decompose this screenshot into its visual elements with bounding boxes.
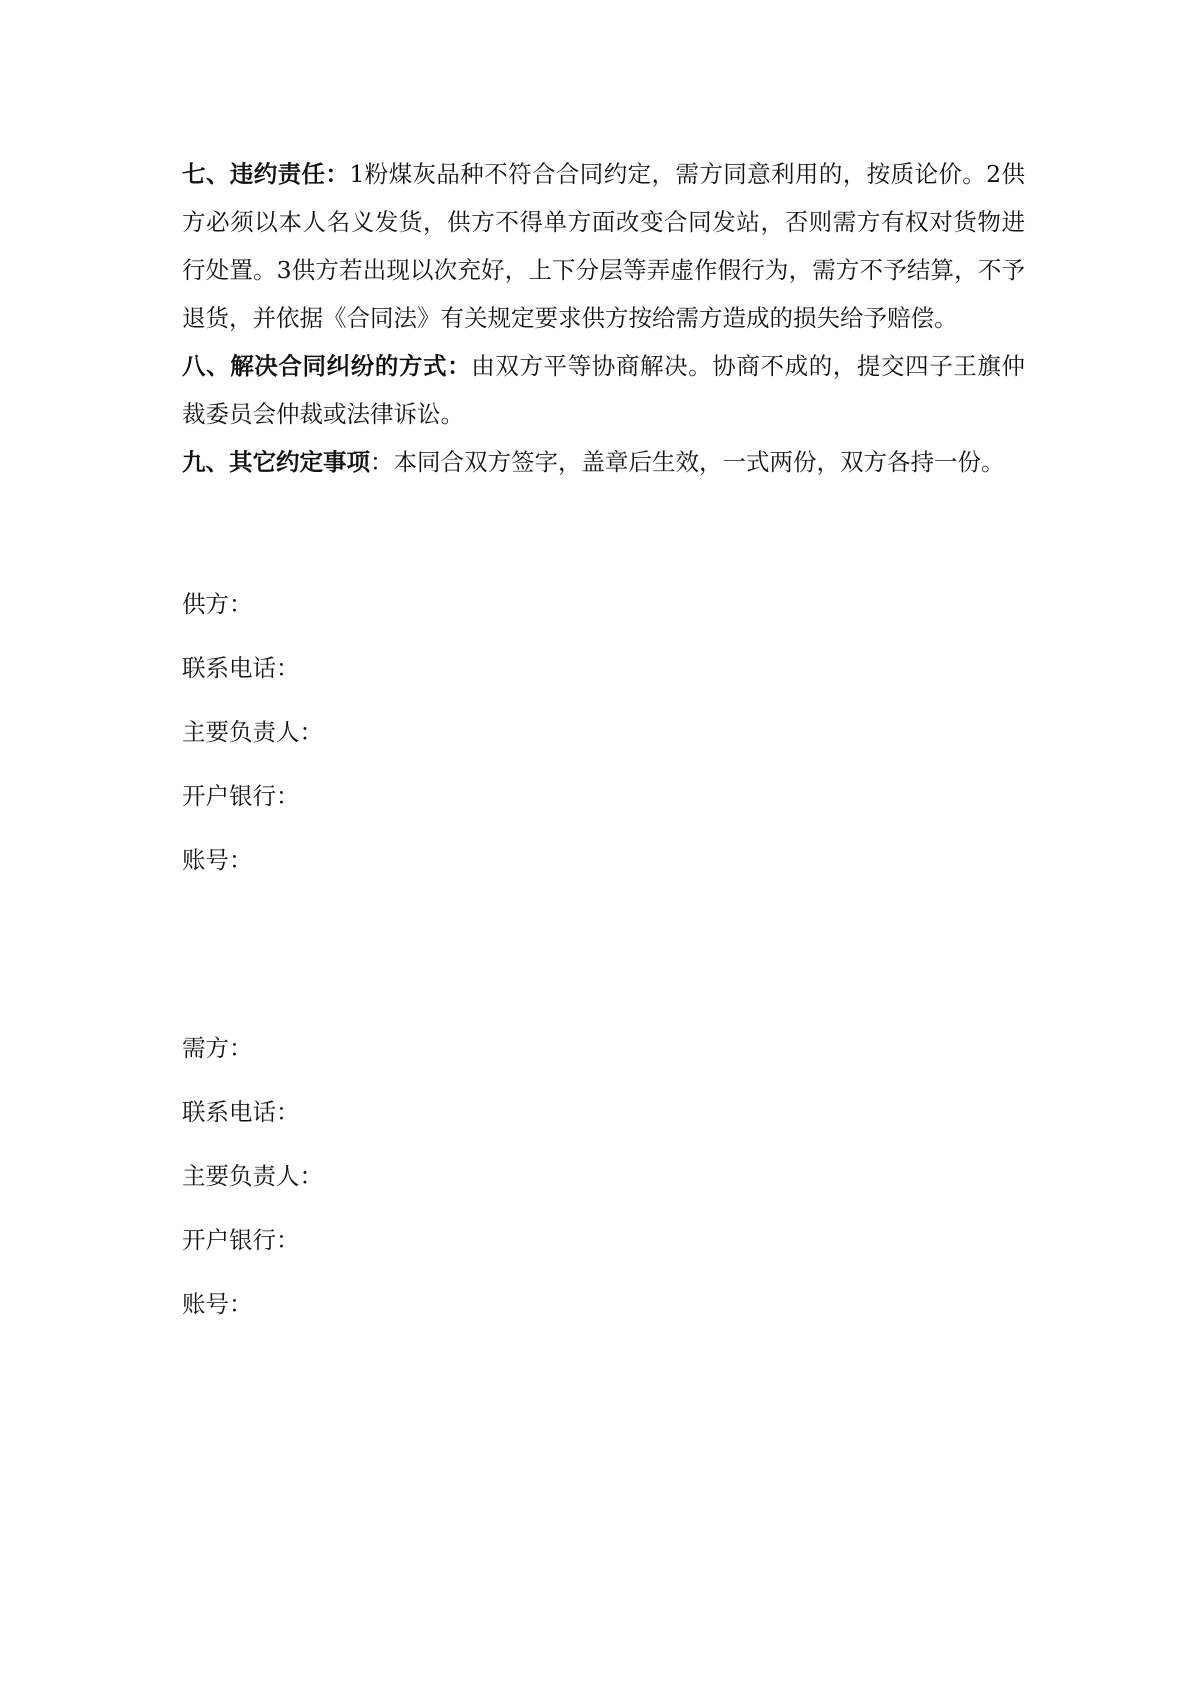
clause-dispute-resolution [182, 342, 1025, 438]
buyer-account-label: 账号： [182, 1290, 253, 1318]
supplier-bank-label: 开户银行： [182, 782, 300, 810]
supplier-signature-block [182, 572, 782, 892]
clause-breach-liability [182, 150, 1025, 342]
supplier-person-label: 主要负责人： [182, 718, 323, 746]
buyer-person-label: 主要负责人： [182, 1162, 323, 1190]
contract-clauses [182, 150, 1025, 486]
buyer-phone-label: 联系电话： [182, 1098, 300, 1126]
clause-heading: 九、其它约定事项 [182, 448, 370, 476]
clause-heading: 七、违约责任： [182, 160, 350, 188]
buyer-party-label: 需方： [182, 1034, 253, 1062]
clause-heading: 八、解决合同纠纷的方式： [182, 352, 472, 380]
buyer-bank-label: 开户银行： [182, 1226, 300, 1254]
supplier-account-label: 账号： [182, 846, 253, 874]
buyer-signature-block [182, 1016, 782, 1336]
clause-text: ：本同合双方签字，盖章后生效，一式两份，双方各持一份。 [370, 448, 1005, 476]
supplier-party-label: 供方： [182, 590, 253, 618]
clause-text: 由双方平等协商解决。协商不成的，提交四子王旗仲裁委员会仲裁或法律诉讼。 [182, 352, 1026, 428]
clause-other-terms [182, 438, 1025, 486]
supplier-phone-label: 联系电话： [182, 654, 300, 682]
clause-text: 1粉煤灰品种不符合合同约定，需方同意利用的，按质论价。2供方必须以本人名义发货，供方不得单方面改变合同发站，否则需方有权对货物进行处置。3供方若出现以次充好，上下分层等弄虚作假行为，需方不予结算，不予退货，并依据《合同法》有关规定要求供方按给需方造成的损失给予赔偿。 [182, 160, 1026, 332]
